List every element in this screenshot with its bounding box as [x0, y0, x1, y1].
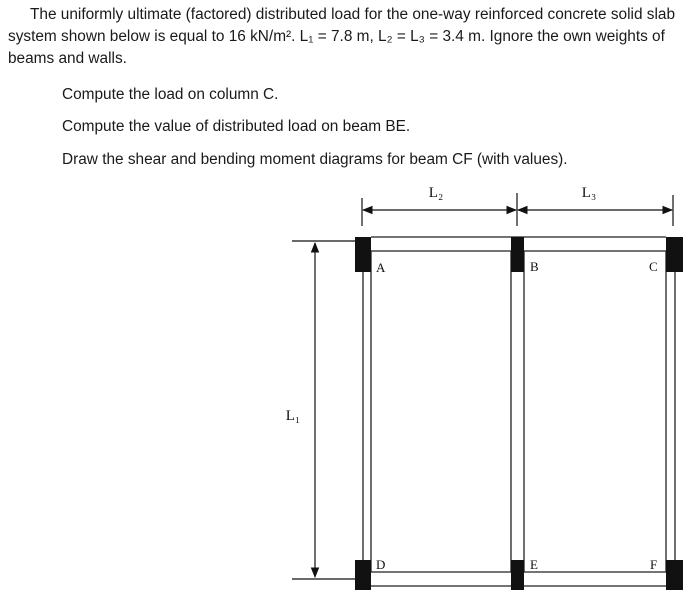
column-label-c: C [649, 259, 658, 274]
problem-statement: The uniformly ultimate (factored) distributed load for the one-way reinforced concrete solid slab system shown below is equal to 16 kN/m². L₁ = 7.8 m, L₂ = L₃ = 3.4 m. Ignore the own weights of beams and walls. [8, 6, 676, 67]
column-label-a: A [376, 260, 386, 275]
column-e [511, 560, 524, 590]
task-1: Compute the load on column C. [62, 86, 279, 103]
task-3: Draw the shear and bending moment diagrams for beam CF (with values). [62, 151, 568, 168]
column-b [511, 237, 524, 272]
columns [355, 237, 683, 590]
column-d [355, 560, 371, 590]
column-label-f: F [650, 557, 658, 572]
column-c [666, 237, 683, 272]
column-label-e: E [530, 557, 538, 572]
column-label-b: B [530, 259, 539, 274]
column-a [355, 237, 371, 272]
l2-label: L₂ [428, 185, 444, 201]
dimension-l1 [286, 241, 356, 579]
column-labels [376, 259, 658, 572]
column-f [666, 560, 683, 590]
l3-label: L₃ [581, 185, 597, 201]
beams [363, 237, 675, 586]
task-2: Compute the value of distributed load on beam BE. [62, 118, 411, 135]
l1-label: L₁ [285, 408, 301, 424]
dimension-l2-l3 [362, 185, 673, 226]
column-label-d: D [376, 557, 386, 572]
